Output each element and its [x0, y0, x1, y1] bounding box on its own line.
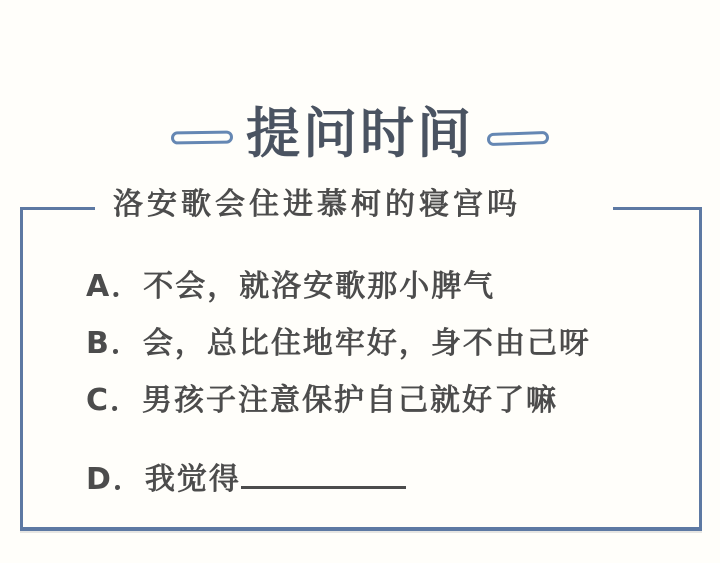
option-c[interactable] — [86, 372, 591, 429]
fill-in-blank-line — [241, 429, 406, 489]
options-list — [86, 258, 591, 508]
option-d[interactable] — [86, 429, 591, 508]
title-dash-right-icon — [487, 131, 549, 146]
section-title-row — [0, 92, 720, 176]
option-b-label: B．会，总比住地牢好，身不由己呀 — [86, 326, 591, 361]
option-a-label: A．不会，就洛安歌那小脾气 — [86, 269, 496, 304]
option-c-label: C．男孩子注意保护自己就好了嘛 — [86, 383, 559, 418]
option-d-label: D．我觉得 — [86, 462, 241, 497]
question-text: 洛安歌会住进慕柯的寝宫吗 — [95, 184, 613, 226]
option-a[interactable] — [86, 258, 591, 315]
option-b[interactable] — [86, 315, 591, 372]
question-box — [20, 187, 702, 531]
title-dash-left-icon — [171, 130, 233, 144]
page-title: 提问时间 — [246, 102, 474, 165]
